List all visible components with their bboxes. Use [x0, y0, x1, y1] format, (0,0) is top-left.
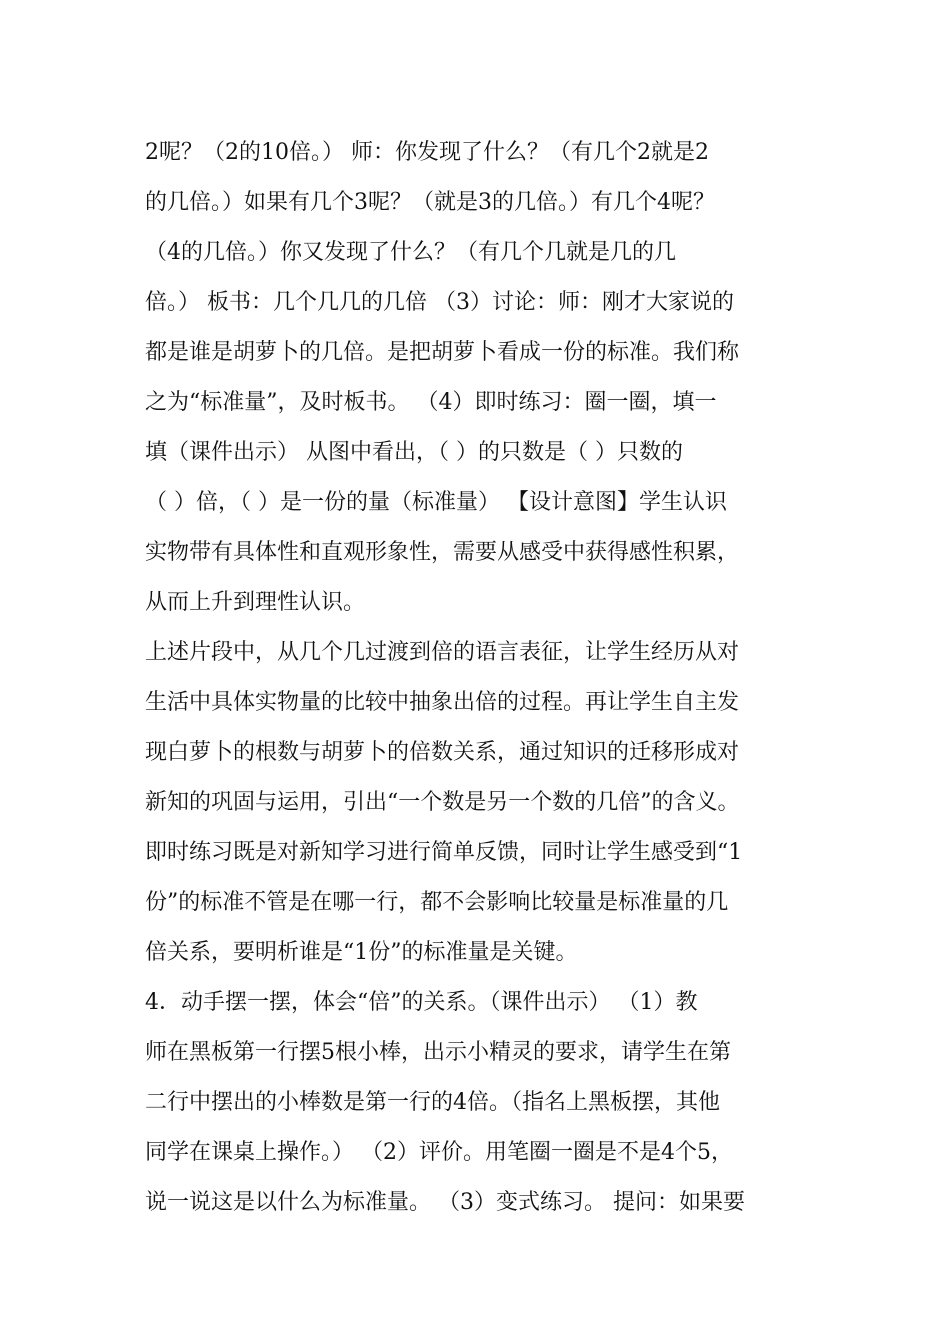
text-line-2: 的几倍。）如果有几个3呢？（就是3的几倍。）有几个4呢？ — [145, 190, 715, 215]
text-line-7: 填（课件出示） 从图中看出，（ ）的只数是（ ）只数的 — [145, 440, 683, 465]
body-text — [145, 128, 810, 1228]
text-line-4: 倍。） 板书：几个几几的几倍 （3）讨论：师：刚才大家说的 — [145, 290, 734, 315]
text-line-3: （4的几倍。）你又发现了什么？（有几个几就是几的几 — [145, 240, 676, 265]
text-line-13: 现白萝卜的根数与胡萝卜的倍数关系，通过知识的迁移形成对 — [145, 740, 740, 765]
text-line-11: 上述片段中，从几个几过渡到倍的语言表征，让学生经历从对 — [145, 640, 740, 665]
text-line-8: （ ）倍，（ ）是一份的量（标准量） 【设计意图】学生认识 — [145, 490, 727, 515]
text-line-15: 即时练习既是对新知学习进行简单反馈，同时让学生感受到“1 — [145, 840, 743, 865]
text-line-12: 生活中具体实物量的比较中抽象出倍的过程。再让学生自主发 — [145, 690, 740, 715]
text-line-17: 倍关系，要明析谁是“1份”的标准量是关键。 — [145, 940, 578, 965]
text-line-21: 同学在课桌上操作。） （2）评价。用笔圈一圈是不是4个5， — [145, 1140, 733, 1165]
text-line-6: 之为“标准量”，及时板书。 （4）即时练习：圈一圈，填一 — [145, 390, 717, 415]
text-line-5: 都是谁是胡萝卜的几倍。是把胡萝卜看成一份的标准。我们称 — [145, 340, 740, 365]
text-line-16: 份”的标准不管是在哪一行，都不会影响比较量是标准量的几 — [145, 890, 729, 915]
text-line-1: 2呢？（2的10倍。） 师：你发现了什么？（有几个2就是2 — [145, 140, 709, 165]
text-line-22: 说一说这是以什么为标准量。 （3）变式练习。 提问：如果要 — [145, 1190, 745, 1215]
text-line-20: 二行中摆出的小棒数是第一行的4倍。（指名上黑板摆，其他 — [145, 1090, 720, 1115]
text-line-9: 实物带有具体性和直观形象性，需要从感受中获得感性积累， — [145, 540, 740, 565]
text-line-19: 师在黑板第一行摆5根小棒，出示小精灵的要求，请学生在第 — [145, 1040, 731, 1065]
text-line-10: 从而上升到理性认识。 — [145, 590, 366, 615]
text-line-14: 新知的巩固与运用，引出“一个数是另一个数的几倍”的含义。 — [145, 790, 740, 815]
text-line-18: 4．动手摆一摆，体会“倍”的关系。（课件出示） （1）教 — [145, 990, 698, 1015]
